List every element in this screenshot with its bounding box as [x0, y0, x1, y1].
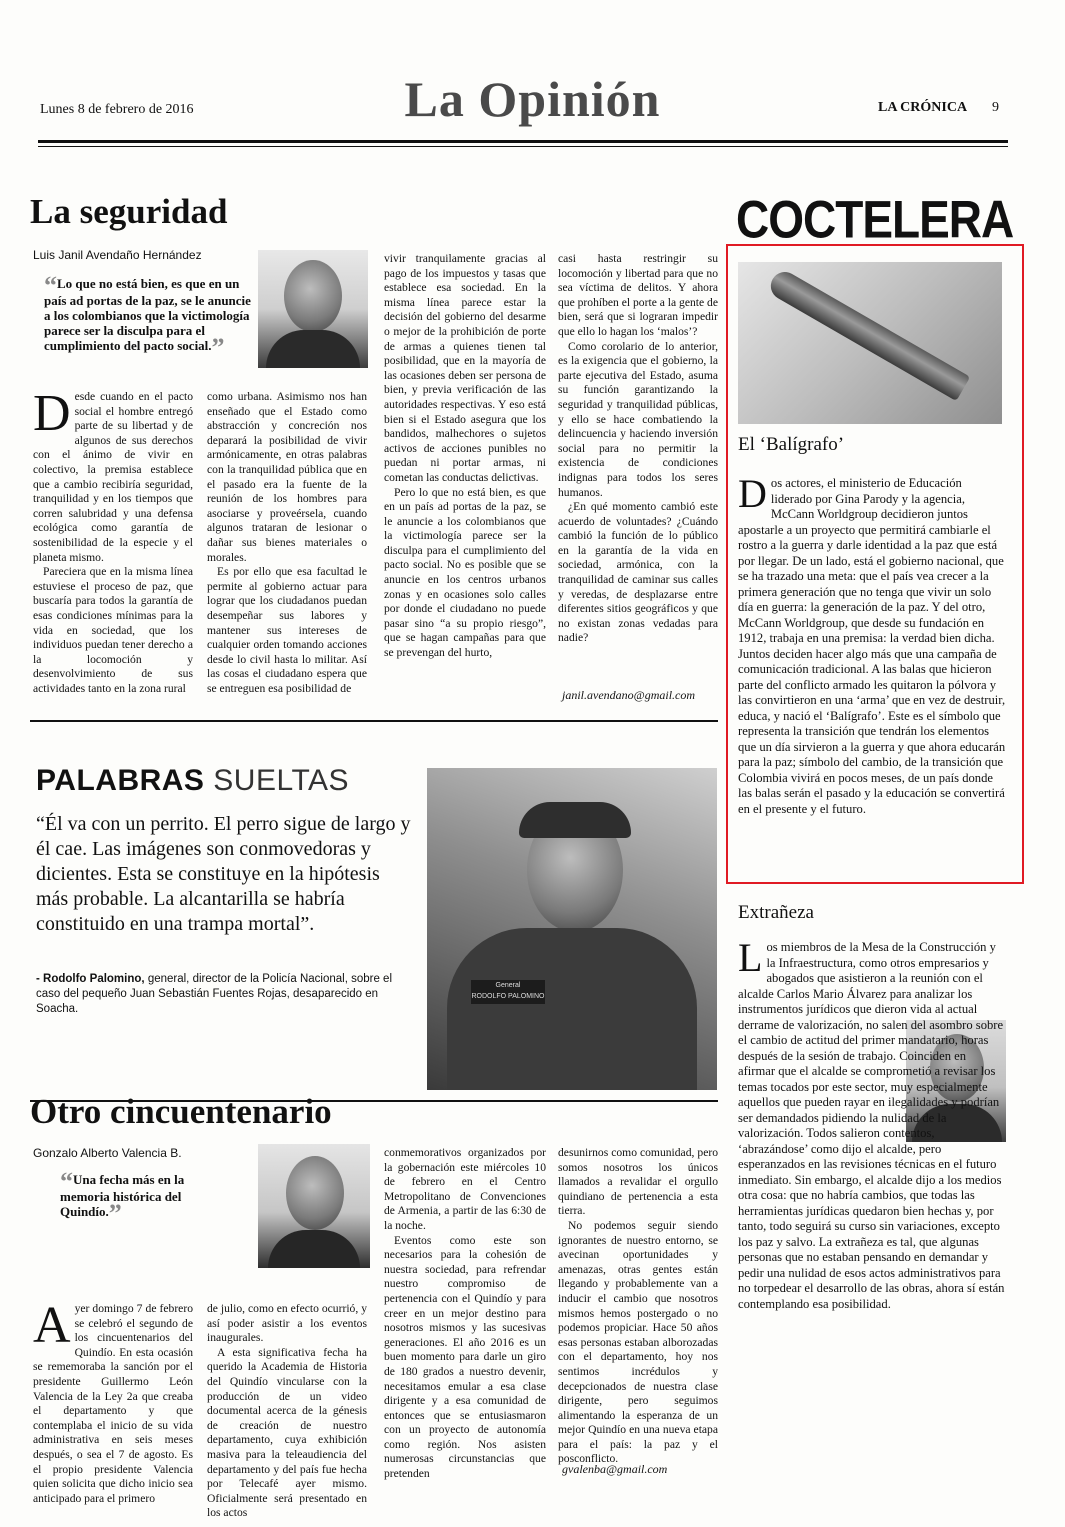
paragraph: Como corolario de lo anterior, es la exigencia que el gobierno, la parte ejecutiva del Estado, asuma su función garantizando la seguridad y tranquilidad públicas, y ello se hace combatiendo la delincuencia y haciendo inversión social para no permitir la existencia de condiciones indignas para todos los seres humanos.: [558, 339, 718, 499]
seguridad-col1: [33, 385, 193, 696]
general-photo: [427, 768, 717, 1090]
article-title: La seguridad: [30, 192, 228, 231]
author-face: [286, 1156, 344, 1230]
baligrafo-text: [738, 471, 1006, 817]
author-face: [284, 260, 342, 332]
attribution-name: - Rodolfo Palomino,: [36, 973, 145, 985]
palabras-quote: “Él va con un perrito. El perro sigue de largo y él cae. Las imágenes son conmovedoras y dicientes. Esta se constituye en la hipótesis más probable. La alcantarilla se habría constituido en una trampa mortal”.: [36, 813, 411, 935]
seguridad-col2: [207, 390, 367, 696]
paragraph: A esta significativa fecha ha querido la Academia de Historia del Quindío vincularse con la producción de un video documental acerca de la génesis de creación de nuestro departamento, cuya exhibición masiva para la teleaudiencia del departamento y del país fue hecha por Telecafé ayer mismo. Oficialmente será presentado en los actos: [207, 1345, 367, 1520]
paragraph: Pero lo que no está bien, es que en un país ad portas de la paz, se le anuncie a los colombianos que la victimología parece ser la disculpa para el cumplimiento del pacto social. No es posible que se anuncie en los centros urbanos zonas y en ocasiones solo calles por donde el ciudadano no puede pasar sino “a su propio riesgo”, que se hagan campañas para que se prevengan del hurto,: [384, 485, 546, 660]
close-quote-icon: ”: [211, 333, 225, 362]
palabras-title: [36, 764, 349, 798]
section-title: La Opinión: [404, 71, 661, 127]
drop-cap: D: [33, 385, 71, 442]
cincuentenario-col4: [558, 1146, 718, 1467]
seguridad-col3: [384, 252, 546, 661]
paragraph: Los miembros de la Mesa de la Construcción y la Infraestructura, como otros empresarios y abogados que asistieron a la reunión con el alcalde Carlos Mario Álvarez para analizar los instrumentos jurídicos que dieron vida al actual derrame de valorización, no salen del asombro sobre el cambio de actitud del primer mandatario, horas después de la sesión de trabajo. Coinciden en afirmar que el alcalde se comprometió a revisar los temas tocados por este sector, muy especialmente aquellos que pueden rayar en ilegalidades y podrían ser demandados pidiendo la nulidad de la valorización. Todos salieron contentos, ‘abrazándose’ como dijo el alcalde, pero esperanzados en las revisiones técnicas en el futuro inmediato. Sin embargo, el alcalde dijo a los medios otra cosa: que no habría cambios, que todas las herramientas jurídicas quedaron bien hechas y, por tanto, todo seguirá su curso sin variaciones, excepto los paz y salvo. La extrañeza es tal, que algunas personas que no estaban pensando en demandar y pedir una nulidad de esos actos administrativos para no torpedear el desarrollo de las obras, ahora sí están contemplando esa posibilidad.: [738, 935, 1005, 1311]
article-title: Otro cincuentenario: [30, 1092, 332, 1131]
name-badge: [471, 980, 545, 1004]
item-title: El ‘Balígrafo’: [738, 434, 845, 455]
author-email[interactable]: janil.avendano@gmail.com: [562, 688, 696, 702]
drop-cap: L: [738, 935, 763, 980]
author-photo: [258, 1144, 370, 1268]
author-suit: [266, 330, 360, 368]
paragraph: No podemos seguir siendo ignorantes de nuestro entorno, se avecinan oportunidades y amenazas, otras gentes están llegando y probablemente van a inducir el cambio que nosotros mismos hemos postergado o no podemos propiciar. Hace 50 años esas personas estaban alborozadas con el departamento, hoy nos sentimos incrédulos y decepcionados de nuestra clase dirigente, pero seguimos alimentando la esperanza de un mejor Quindío en una nueva etapa para el país: la paz y el posconflicto.: [558, 1218, 718, 1466]
paragraph: conmemorativos organizados por la gobernación este miércoles 10 de febrero en el Centro Metropolitano de Convenciones de Armenia, a partir de las 6:30 de la noche.: [384, 1146, 546, 1232]
palabras-title-bold: PALABRAS: [36, 764, 205, 797]
cincuentenario-col2: [207, 1302, 367, 1521]
page-number: 9: [992, 100, 999, 115]
paragraph: ¿En qué momento cambió este acuerdo de voluntades? ¿Cuándo cambió la función de lo público en la garantía de la vida en sociedad, armónica, con la tranquilidad de caminar sus calles y veredas, de desplazarse entre diferentes sitios geográficos y que no existan zonas vedadas para nadie?: [558, 500, 718, 645]
bullet-pen-icon: [766, 267, 971, 401]
article-author: Gonzalo Alberto Valencia B.: [33, 1146, 182, 1160]
pull-quote: “Una fecha más en la memoria histórica del Quindío.”: [60, 1167, 185, 1228]
author-photo: [258, 250, 368, 368]
article-author: Luis Janil Avendaño Hernández: [33, 248, 202, 262]
pull-quote: “Lo que no está bien, es que en un país ad portas de la paz, se le anuncie a los colombianos que la victimología parece ser la disculpa para el cumplimiento del pacto social.”: [44, 271, 251, 362]
section-divider: [30, 720, 718, 722]
paragraph: vivir tranquilamente gracias al pago de los impuestos y tasas que establece esa sociedad. En la misma línea parece estar la decisión del gobierno del desarme o mejor de la prohibición de porte de armas a quienes tienen tal posibilidad, que en la mayoría de las ocasiones deben ser persona de bien, y previa verificación de las autoridades respectivas. Y eso está bien si el Estado asegura que los bandidos, malhechores o sujetos activos de acciones punibles no puedan ni portar armas, ni cometan las conductas delictivas.: [384, 252, 546, 484]
paragraph: Desde cuando en el pacto social el hombre entregó parte de su libertad y de algunos de sus derechos con el ánimo de vivir en colectivo, la premisa establece que a cambio recibiría seguridad, tranquilidad y en los tiempos que corren salubridad y una defensa ecológica como garantía de sostenibilidad de la especie y el planeta mismo.: [33, 385, 193, 564]
paragraph: desunirnos como comunidad, pero somos nosotros los únicos llamados a revalidar el orgullo quindiano de pertenencia a esta tierra.: [558, 1146, 718, 1218]
paragraph: Ayer domingo 7 de febrero se celebró el segundo de los cincuentenarios del Quindío. En esta ocasión se rememoraba la sanción por el presidente Guillermo León Valencia de la Ley 2a que creaba el departamento y que contemplaba el inicio de su vida administrativa en seis meses después, o sea el 7 de agosto. Es el propio presidente Valencia quien solicita que dicho inicio sea anticipado para el primero: [33, 1297, 193, 1505]
badge-rank: General: [495, 982, 521, 989]
newspaper-name: LA CRÓNICA: [878, 100, 968, 115]
cincuentenario-col3: [384, 1146, 546, 1482]
extraneza-text: [738, 935, 1006, 1312]
seguridad-col4: [558, 252, 718, 646]
cincuentenario-col1: [33, 1297, 193, 1506]
close-quote-icon: ”: [108, 1199, 122, 1228]
open-quote-icon: “: [44, 271, 57, 300]
badge-name: RODOLFO PALOMINO: [471, 993, 545, 1000]
paragraph: de julio, como en efecto ocurrió, y así poder asistir a los eventos inaugurales.: [207, 1302, 367, 1345]
author-email[interactable]: gvalenba@gmail.com: [562, 1462, 668, 1476]
paragraph: como urbana. Asimismo nos han enseñado que el Estado como abstracción y concreción nos deparará la posibilidad de vivir armónicamente, en otras palabras con la tranquilidad pública que en el pasado era la fuente de la reunión de los hombres para asociarse y proveérsela, cuando algunos trataran de lesionar o dañar sus bienes materiales o morales.: [207, 390, 367, 564]
general-uniform: [447, 928, 697, 1090]
paragraph: Pareciera que en la misma línea estuviese el proceso de paz, que buscaría para todos la garantía de esas condiciones mínimas para la vida en sociedad, que los individuos puedan tener derecho a la locomoción y desenvolvimiento de sus actividades tanto en la zona rural: [33, 565, 193, 695]
coctelera-title: COCTELERA: [736, 189, 1014, 249]
general-cap: [519, 802, 631, 838]
drop-cap: D: [738, 471, 767, 516]
open-quote-icon: “: [60, 1167, 73, 1196]
paragraph: Eventos como este son necesarios para la cohesión de nuestra sociedad, para refrendar nuestro compromiso de pertenencia con el Quindío y para creer en un mejor destino para nosotros mismos y las sucesivas generaciones. El año 2016 es un buen momento para darle un giro de 180 grados a nuestro devenir, necesitamos emular a esa clase dirigente y a esa comunidad de entonces que se entusiasmaron con un proyecto de autonomía como región. Nos asisten numerosas circunstancias que pretenden: [384, 1233, 546, 1481]
header-rule: [38, 140, 1008, 143]
item-title: Extrañeza: [738, 902, 814, 923]
header-rule-thin: [38, 146, 1008, 147]
paragraph: casi hasta restringir su locomoción y libertad para que no sea víctima de delitos. Y ahora que prohíben el porte a la gente de bien, será que si lograran impedir que ello lo hagan los ‘malos’?: [558, 252, 718, 338]
header-date: Lunes 8 de febrero de 2016: [40, 102, 194, 117]
attribution-text: general, director de la Policía Nacional, sobre el caso del pequeño Juan Sebastián Fuentes Rojas, desaparecido en Soacha.: [36, 973, 393, 1015]
palabras-attribution: [36, 972, 416, 1017]
paragraph: Es por ello que esa facultad le permite al gobierno actuar para lograr que los ciudadanos puedan desempeñar sus labores y mantener sus intereses de cualquier orden tomando acciones desde lo civil hasta lo militar. Así las cosas el ciudadano espera que se entreguen esa posibilidad de: [207, 565, 367, 695]
baligrafo-photo: [738, 262, 1002, 424]
paragraph: Dos actores, el ministerio de Educación liderado por Gina Parody y la agencia, McCann Worldgroup decidieron juntos apostarle a un proyecto que permitirá cambiarle el rostro a la guerra y darle identidad a la paz que está por llegar. De un lado, está el gobierno nacional, que se ha trazado una meta: que el país vea crecer a la primera generación que no tenga que vivir un solo día en guerra: la generación de la paz. Y del otro, McCann Worldgroup, que desde su fundación en 1912, trabaja en una premisa: la verdad bien dicha. Juntos deciden hacer algo más que una campaña de comunicación tradicional. A las balas que hicieron parte del conflicto armado les quitaron la pólvora y las convirtieron en una ‘arma’ que en vez de destruir, educa, y nació el ‘Balígrafo’. Este es el símbolo que representa la transición que tendrán los elementos que un día sirvieron a la guerra y que ahora educarán para la paz; símbolo del cambio, de la transición que Colombia vivirá en pocos meses, de un país donde las balas serán el pasado y la educación se convertirá en el presente y el futuro.: [738, 471, 1006, 816]
drop-cap: A: [33, 1297, 71, 1354]
palabras-title-light: SUELTAS: [213, 764, 350, 797]
author-suit: [268, 1230, 360, 1268]
